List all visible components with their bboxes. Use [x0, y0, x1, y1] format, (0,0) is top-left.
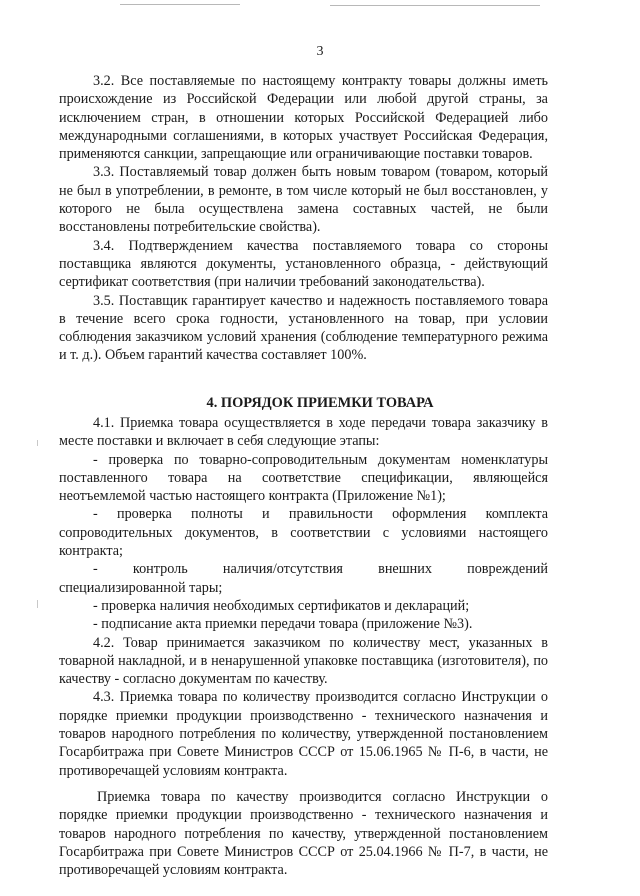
scan-margin-mark: [37, 440, 38, 446]
list-item: - подписание акта приемки передачи товара (приложение №3).: [93, 616, 473, 633]
clause-3-5: 3.5. Поставщик гарантирует качество и надежность поставляемого товара в течение всего срока годности, установленного на товар, при условии соблюдения заказчиком условий хранения (соблюдение температурного режима и т. д.). Объем гарантий качества составляет 100%.: [59, 292, 548, 364]
clause-3-3: 3.3. Поставляемый товар должен быть новым товаром (товаром, который не был в употреблении, в ремонте, в том числе который не был восстановлен, у которого не была осуществлена замена составных частей, не были восстановлены потребительские свойства).: [59, 164, 548, 236]
clause-4-3: 4.3. Приемка товара по количеству производится согласно Инструкции о порядке приемки продукции производственно - технического назначения и товаров народного потребления по количеству, утвержденной постановлением Госарбитража при Совете Министров СССР от 15.06.1965 № П-6, в части, не противоречащей условиям контракта.: [59, 689, 548, 779]
scan-edge-line: [120, 4, 240, 5]
clause-4-1: 4.1. Приемка товара осуществляется в ходе передачи товара заказчику в месте поставки и включает в себя следующие этапы:: [59, 415, 548, 450]
list-item: - проверка по товарно-сопроводительным документам номенклатуры поставленного товара на соответствие спецификации, являющейся неотъемлемой частью настоящего контракта (Приложение №1);: [59, 451, 548, 505]
list-item: - проверка полноты и правильности оформления комплекта сопроводительных документов, в соответствии с условиями настоящего контракта;: [59, 506, 548, 560]
clause-4-2: 4.2. Товар принимается заказчиком по количеству мест, указанных в товарной накладной, и в ненарушенной упаковке поставщика (изготовителя), по качеству - согласно документам по качеству.: [59, 634, 548, 688]
page-number: 3: [316, 44, 324, 59]
clause-3-2: 3.2. Все поставляемые по настоящему контракту товары должны иметь происхождение из Российской Федерации или любой другой страны, за исключением стран, в отношении которых Российской Федерацией либо международными соглашениями, в которых участвует Российская Федерация, применяются санкции, запрещающие или ограничивающие поставки товаров.: [59, 73, 548, 163]
clause-3-4: 3.4. Подтверждением качества поставляемого товара со стороны поставщика являются документы, установленного образца, - действующий сертификат соответствия (при наличии требований законодательства).: [59, 237, 548, 291]
scan-edge-line: [330, 5, 540, 6]
list-item: - контроль наличия/отсутствия внешних повреждений специализированной тары;: [59, 561, 548, 596]
section-3-body: [59, 72, 548, 365]
scan-margin-mark: [37, 600, 38, 608]
list-item: - проверка наличия необходимых сертификатов и деклараций;: [93, 597, 470, 614]
clause-4-4: Приемка товара по качеству производится согласно Инструкции о порядке приемки продукции производственно - технического назначения и товаров народного потребления по качеству, утвержденной постановлением Госарбитража при Совете Министров СССР от 25.04.1966 № П-7, в части, не противоречащей условиям контракта.: [59, 788, 548, 879]
section-4-heading: 4. ПОРЯДОК ПРИЕМКИ ТОВАРА: [206, 395, 434, 411]
section-4-body: [59, 414, 548, 879]
